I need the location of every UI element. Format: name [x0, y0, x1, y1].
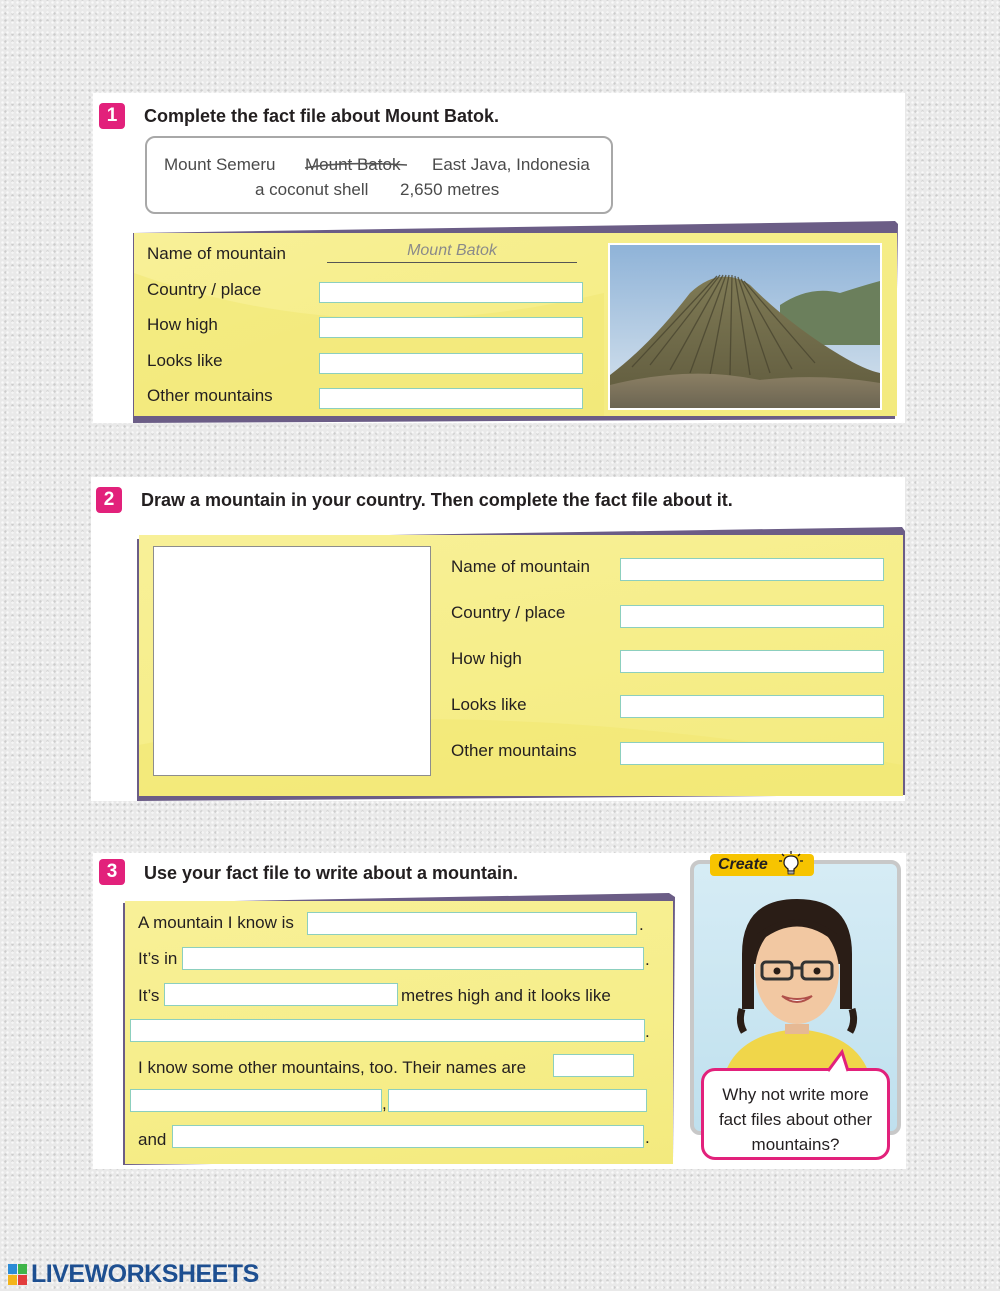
- word-bank-item: 2,650 metres: [400, 180, 500, 199]
- exercise-1-number: 1: [99, 103, 125, 129]
- exercise-1-panel: [93, 93, 905, 423]
- fact-label: Other mountains: [451, 741, 577, 760]
- other-mountain-3-input[interactable]: [388, 1089, 647, 1112]
- other-mountain-4-input[interactable]: [172, 1125, 644, 1148]
- name-of-mountain-answer: [327, 242, 577, 263]
- exercise-2-panel: [91, 477, 905, 801]
- logo-text: LIVEWORKSHEETS: [31, 1260, 259, 1288]
- other-mountain-1-input[interactable]: [553, 1054, 634, 1077]
- lightbulb-icon: [778, 851, 804, 880]
- word-bank: [145, 136, 613, 214]
- period: .: [645, 1128, 650, 1147]
- fact-label: Looks like: [147, 351, 223, 370]
- sentence-text: metres high and it looks like: [401, 986, 611, 1005]
- create-badge: [710, 854, 814, 876]
- word-bank-item: a coconut shell: [255, 180, 369, 199]
- speech-bubble-text: Why not write more fact files about other mountains?: [718, 1085, 873, 1154]
- country-place-input[interactable]: [319, 282, 583, 303]
- logo-blocks-icon: [8, 1264, 28, 1286]
- fact-label: Country / place: [147, 280, 262, 299]
- fact-label: Name of mountain: [451, 557, 590, 576]
- exercise-3-instruction: Use your fact file to write about a mountain.: [144, 863, 519, 883]
- location-input[interactable]: [182, 947, 644, 970]
- period: .: [645, 950, 650, 969]
- looks-like-input[interactable]: [130, 1019, 645, 1042]
- exercise-1-instruction: Complete the fact file about Mount Batok.: [144, 106, 500, 126]
- create-badge-label: Create: [718, 856, 768, 873]
- fact-label: Other mountains: [147, 386, 273, 405]
- name-of-mountain-input[interactable]: [620, 558, 884, 581]
- sentence-text: A mountain I know is: [138, 913, 294, 932]
- exercise-2-instruction: Draw a mountain in your country. Then complete the fact file about it.: [141, 490, 733, 510]
- period: .: [645, 1022, 650, 1041]
- fact-label: Name of mountain: [147, 244, 286, 263]
- word-bank-item-crossed: [305, 155, 400, 175]
- fact-label: Country / place: [451, 603, 566, 622]
- word-bank-item: Mount Semeru: [164, 155, 276, 174]
- fact-label: Looks like: [451, 695, 527, 714]
- looks-like-input[interactable]: [620, 695, 884, 718]
- other-mountain-2-input[interactable]: [130, 1089, 382, 1112]
- mount-batok-photo: [608, 243, 882, 410]
- comma: ,: [382, 1094, 387, 1113]
- speech-bubble-tail: [824, 1050, 854, 1072]
- other-mountains-input[interactable]: [319, 388, 583, 409]
- sample-answer: Mount Batok: [407, 242, 497, 259]
- period: .: [639, 915, 644, 934]
- sentence-text: It’s: [138, 986, 160, 1005]
- word-bank-item-text: Mount Batok: [305, 155, 401, 174]
- how-high-input[interactable]: [620, 650, 884, 673]
- exercise-2-number: 2: [96, 487, 122, 513]
- sentence-text: It’s in: [138, 949, 178, 968]
- sentence-text: I know some other mountains, too. Their names are: [138, 1058, 527, 1077]
- liveworksheets-logo: [8, 1260, 259, 1289]
- word-bank-item: East Java, Indonesia: [432, 155, 590, 174]
- exercise-3-number: 3: [99, 859, 125, 885]
- exercise-3-panel: [93, 853, 906, 1169]
- country-place-input[interactable]: [620, 605, 884, 628]
- sentence-text: and: [138, 1130, 167, 1149]
- mountain-name-input[interactable]: [307, 912, 637, 935]
- looks-like-input[interactable]: [319, 353, 583, 374]
- strikethrough-mark: [303, 157, 411, 173]
- height-input[interactable]: [164, 983, 398, 1006]
- create-box: [690, 860, 901, 1154]
- how-high-input[interactable]: [319, 317, 583, 338]
- fact-label: How high: [451, 649, 522, 668]
- girl-illustration: [702, 884, 892, 1084]
- drawing-area[interactable]: [153, 546, 431, 776]
- fact-label: How high: [147, 315, 218, 334]
- other-mountains-input[interactable]: [620, 742, 884, 765]
